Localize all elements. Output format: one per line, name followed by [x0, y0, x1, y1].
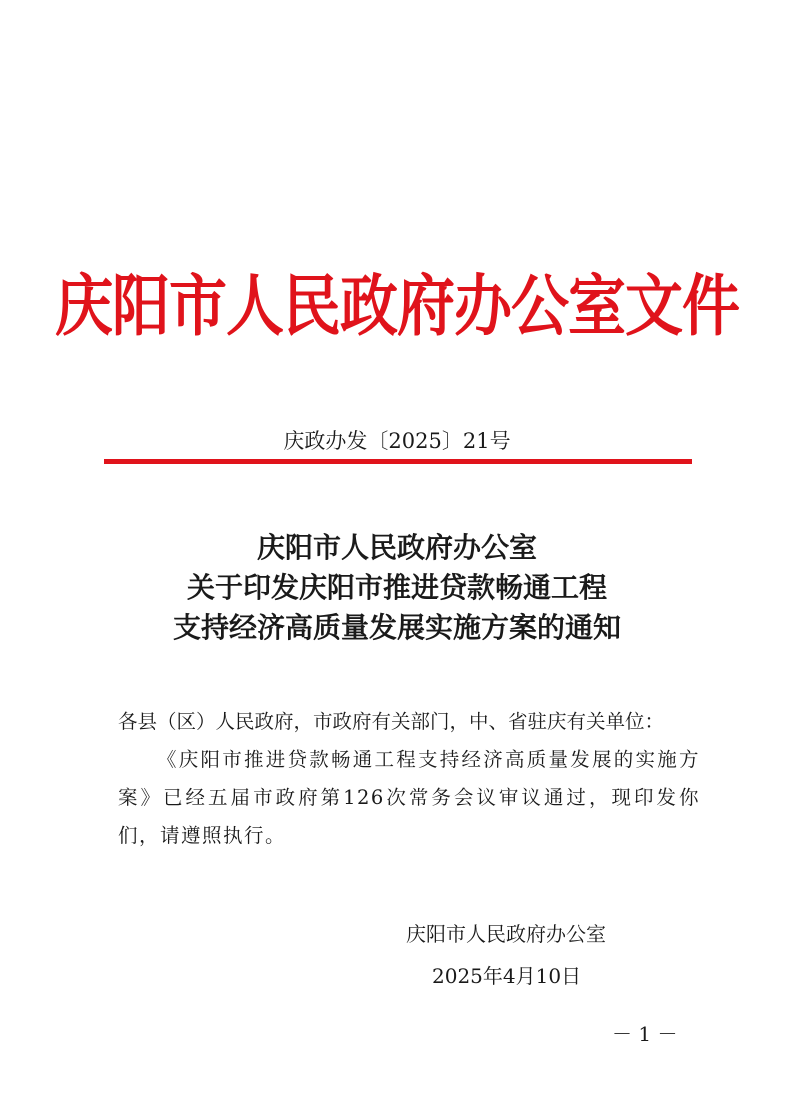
- document-number: 庆政办发〔2025〕21号: [283, 429, 511, 453]
- red-divider-line: [104, 459, 692, 464]
- signature-date: 2025年4月10日: [432, 964, 582, 988]
- document-masthead: 庆阳市人民政府办公室文件: [55, 266, 740, 345]
- salutation: 各县（区）人民政府，市政府有关部门，中、省驻庆有关单位：: [118, 710, 665, 733]
- title-line-1: 庆阳市人民政府办公室: [256, 531, 537, 564]
- signature-organization: 庆阳市人民政府办公室: [406, 922, 606, 946]
- document-title: [0, 528, 794, 648]
- title-line-3: 支持经济高质量发展实施方案的通知: [172, 611, 621, 644]
- body-paragraph: 《庆阳市推进贷款畅通工程支持经济高质量发展的实施方案》已经五届市政府第126次常务会议审议通过，现印发你们，请遵照执行。: [118, 748, 700, 847]
- document-body: [118, 703, 700, 855]
- page-number: － 1 －: [612, 1022, 678, 1046]
- title-line-2: 关于印发庆阳市推进贷款畅通工程: [186, 571, 607, 604]
